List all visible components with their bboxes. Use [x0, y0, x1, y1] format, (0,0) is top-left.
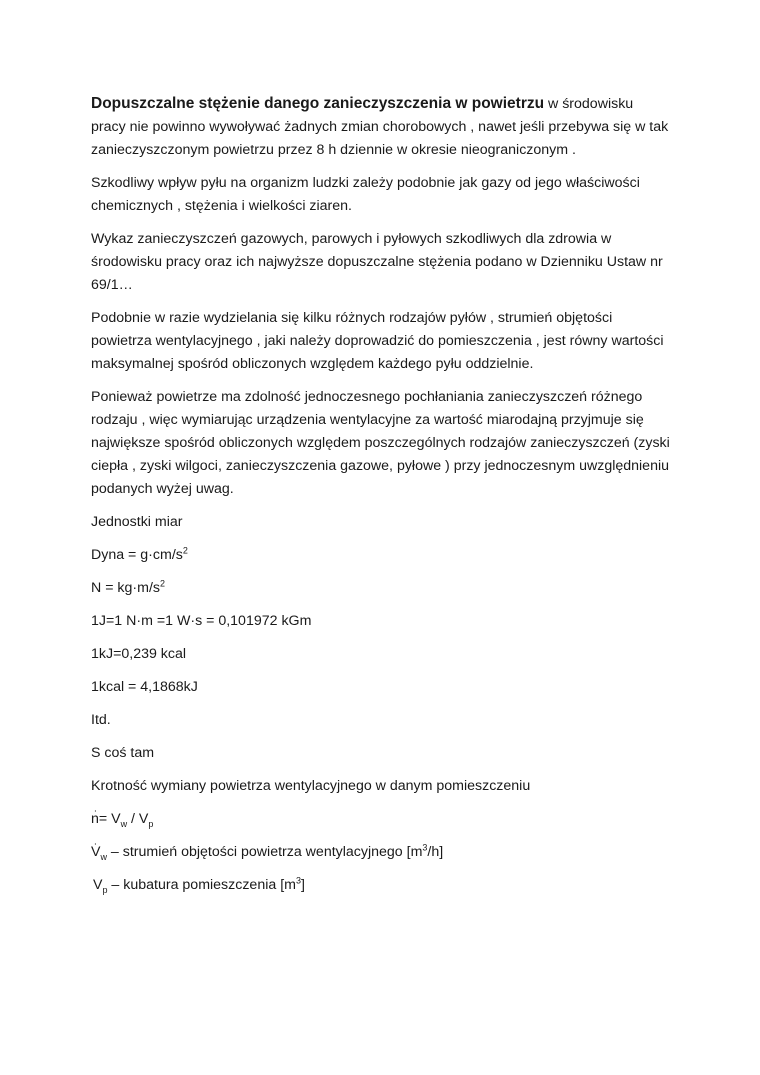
unit-newton-exponent: 2 [159, 578, 165, 589]
unit-newton-text: N = kg·m/s [91, 580, 160, 596]
definition-vw-text: – strumień objętości powietrza wentylacyjnego [m [106, 844, 423, 860]
definition-vp-subscript: p [102, 884, 108, 895]
paragraph-simultaneous-absorption: Ponieważ powietrze ma zdolność jednoczesnego pochłaniania zanieczyszczeń różnego rodzaju , więc wymiarując urządzenia wentylacyjne za wartość miarodajną przyjmuje się największe spośród obliczonych względem poszczególnych rodzajów zanieczyszczeń (zyski ciepła , zyski wilgoci, zanieczyszczenia gazowe, pyłowe ) przy jednoczesnym uwzględnieniu podanych wyżej uwag. [91, 389, 670, 497]
placeholder-text: S coś tam [91, 745, 155, 761]
paragraph-text: w środowisku pracy nie powinno wywoływać żadnych zmian chorobowych , nawet jeśli przebywa się w tak zanieczyszczonym powietrzu przez 8 h dziennie w okresie nieograniczonym . [91, 96, 669, 158]
unit-dyna [91, 544, 671, 567]
etc-text: Itd. [91, 712, 111, 728]
unit-newton [91, 577, 671, 600]
paragraph-dust-effect: Szkodliwy wpływ pyłu na organizm ludzki zależy podobnie jak gazy od jego właściwości chemicznych , stężenia i wielkości ziaren. [91, 175, 640, 214]
unit-dyna-text: Dyna = g·cm/s [91, 547, 183, 563]
air-exchange-formula [91, 808, 671, 831]
air-exchange-heading: Krotność wymiany powietrza wentylacyjnego w danym pomieszczeniu [91, 778, 531, 794]
definition-vw-symbol: V ˙ [91, 844, 100, 860]
unit-kilojoule: 1kJ=0,239 kcal [91, 646, 187, 662]
paragraph-lead-bold: Dopuszczalne stężenie danego zanieczyszczenia w powietrzu [91, 95, 545, 112]
paragraph-permissible-concentration [91, 92, 671, 162]
unit-joule: 1J=1 N·m =1 W·s = 0,101972 kGm [91, 613, 312, 629]
unit-dyna-exponent: 2 [182, 545, 188, 556]
paragraph-multiple-dusts: Podobnie w razie wydzielania się kilku różnych rodzajów pyłów , strumień objętości powietrza wentylacyjnego , jaki należy doprowadzić do pomieszczenia , jest równy wartości maksymalnej spośród obliczonych względem każdego pyłu oddzielnie. [91, 310, 664, 372]
formula-subscript-p: p [148, 818, 154, 829]
paragraph-pollutant-list: Wykaz zanieczyszczeń gazowych, parowych i pyłowych szkodliwych dla zdrowia w środowisku pracy oraz ich najwyższe dopuszczalne stężenia podano w Dzienniku Ustaw nr 69/1… [91, 231, 663, 293]
formula-subscript-w: w [120, 818, 128, 829]
units-heading: Jednostki miar [91, 514, 183, 530]
definition-vw [91, 841, 671, 864]
definition-vp-exponent: 3 [295, 875, 301, 886]
definition-vp-unit-end: ] [300, 877, 305, 893]
formula-divider: / V [127, 811, 149, 827]
definition-vp [91, 874, 671, 897]
formula-lhs: n= V ˙ [91, 811, 121, 827]
definition-vp-symbol: V [93, 877, 103, 893]
definition-vw-exponent: 3 [422, 842, 428, 853]
document-body [91, 92, 671, 907]
definition-vw-unit-end: /h] [427, 844, 444, 860]
definition-vw-subscript: w [100, 851, 107, 862]
unit-kilocalorie: 1kcal = 4,1868kJ [91, 679, 198, 695]
definition-vp-text: – kubatura pomieszczenia [m [107, 877, 296, 893]
